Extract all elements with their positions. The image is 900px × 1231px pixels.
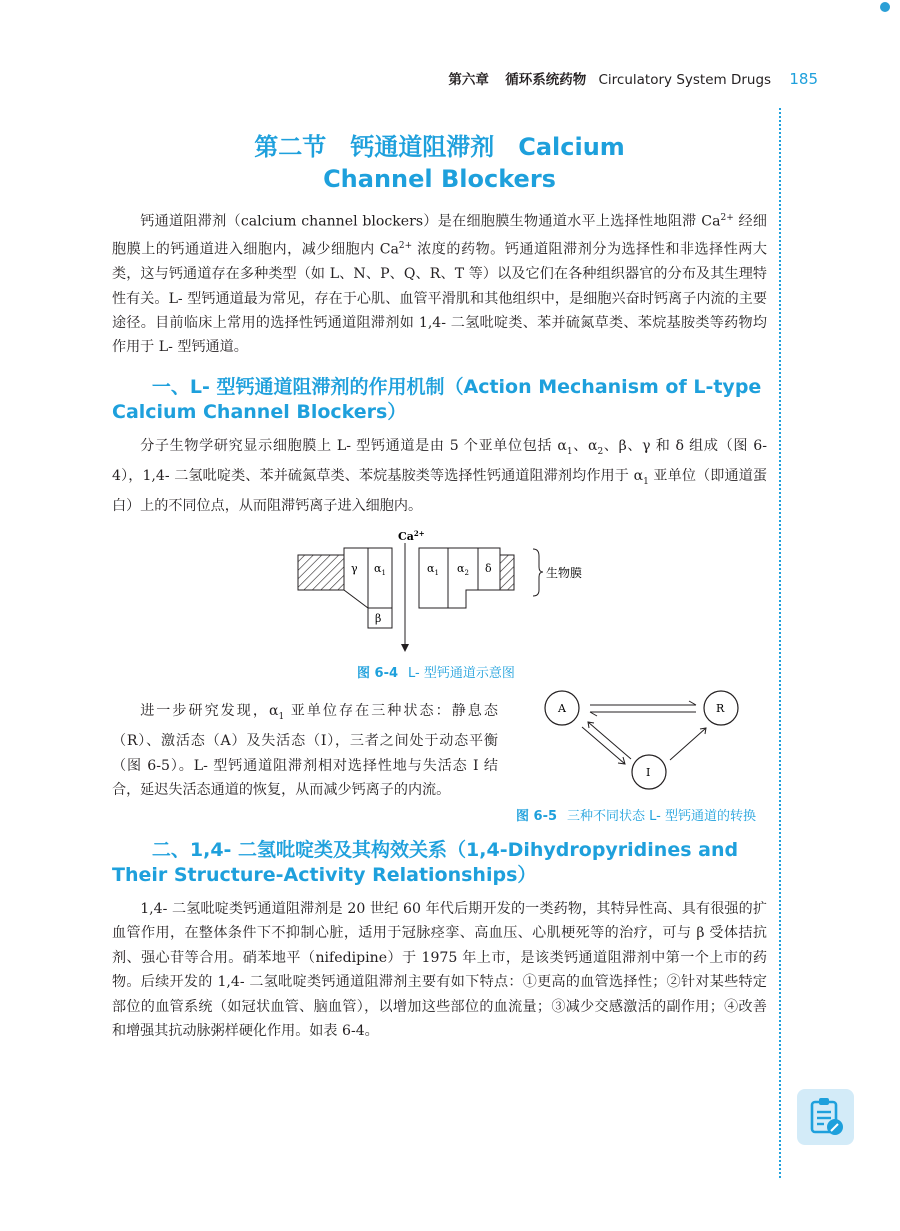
delta-label: δ bbox=[485, 562, 492, 575]
alpha1-right-subunit bbox=[419, 548, 448, 608]
membrane-brace bbox=[533, 549, 543, 596]
beta-label: β bbox=[375, 612, 382, 625]
alpha2-subunit bbox=[448, 548, 478, 608]
gamma-label: γ bbox=[351, 562, 358, 575]
sub1-sub-1: 1 bbox=[566, 446, 573, 457]
intro-sup-1: 2+ bbox=[720, 213, 734, 223]
subsection-1-paragraph bbox=[112, 434, 767, 519]
states-text-1: 进一步研究发现，α bbox=[140, 703, 279, 719]
subsection-1-heading: 一、L- 型钙通道阻滞剂的作用机制（Action Mechanism of L-type Calcium Channel Blockers） bbox=[112, 376, 762, 423]
alpha1-left-label: $\alpha_1$ bbox=[374, 562, 386, 577]
alpha1-right-label: $\alpha_1$ bbox=[427, 562, 439, 577]
figure-6-5-caption-text: 三种不同状态 L- 型钙通道的转换 bbox=[567, 809, 756, 824]
state-I-label: I bbox=[646, 766, 651, 779]
figure-6-4-caption-text: L- 型钙通道示意图 bbox=[408, 666, 515, 681]
figure-6-4-number: 图 6-4 bbox=[357, 666, 399, 681]
membrane-left bbox=[298, 555, 344, 590]
figure-6-4-caption bbox=[357, 662, 515, 681]
section-title-line-2: Channel Blockers bbox=[323, 165, 556, 193]
intro-text-3: 浓度的药物。钙通道阻滞剂分为选择性和非选择性两大类，这与钙通道存在多种类型（如 L、N、P、Q、R、T 等）以及它们在各种组织器官的分布及其生理特性有关。L- 型钙通道最为常见，存在于心肌、血管平滑肌和其他组织中，是细胞兴奋时钙离子内流的主要途径。目前临床上常用的选择性钙通道阻滞剂如 1,4- 二氢吡啶类、苯并硫氮草类、苯烷基胺类等药物均作用于 L- 型钙通道。 bbox=[112, 241, 768, 356]
chapter-title-english: Circulatory System Drugs bbox=[598, 72, 772, 88]
state-R-label: R bbox=[716, 702, 725, 715]
alpha2-label: $\alpha_2$ bbox=[457, 562, 469, 577]
intro-text-2: 经细胞膜上的钙通道进入细胞内，减少细胞内 Ca bbox=[112, 213, 767, 258]
margin-dotted-rule bbox=[779, 108, 781, 1178]
states-sub-1: 1 bbox=[278, 711, 285, 722]
sub1-text-1: 分子生物学研究显示细胞膜上 L- 型钙通道是由 5 个亚单位包括 α bbox=[140, 438, 567, 454]
A-I-arrows bbox=[582, 722, 631, 764]
states-text-2: 亚单位存在三种状态：静息态（R）、激活态（A）及失活态（I），三者之间处于动态平衡（图 6-5）。L- 型钙通道阻滞剂相对选择性地与失活态 I 结合，延迟失活态通道的恢复，从而减少钙离子的内流。 bbox=[112, 703, 498, 799]
section-title bbox=[112, 131, 767, 195]
ion-flow-arrowhead bbox=[401, 644, 409, 652]
I-R-arrow bbox=[670, 728, 706, 760]
states-paragraph bbox=[112, 699, 498, 802]
figure-6-5-state-diagram bbox=[530, 680, 770, 800]
notes-button[interactable] bbox=[797, 1089, 854, 1145]
chapter-title: 循环系统药物 bbox=[505, 72, 587, 88]
sub1-text-3: 、β、γ 和 δ 组成（图 6-4），1,4- 二氢吡啶类、苯并硫氮草类、苯烷基胺类等选择性钙通道阻滞剂均作用于 α bbox=[112, 438, 767, 485]
chapter-label: 第六章 bbox=[448, 72, 489, 88]
page-number: 185 bbox=[789, 70, 818, 88]
A-R-equilibrium-arrows bbox=[590, 701, 696, 716]
section-title-line-1: 第二节 钙通道阻滞剂 Calcium bbox=[254, 133, 625, 161]
sub1-sub-3: 1 bbox=[643, 477, 649, 488]
subsection-2-heading: 二、1,4- 二氢吡啶类及其构效关系（1,4-Dihydropyridines and Their Structure-Activity Relationships） bbox=[112, 839, 739, 886]
figure-6-5-number: 图 6-5 bbox=[516, 809, 558, 824]
ion-label: $Ca^{2+}$ bbox=[398, 529, 425, 543]
intro-paragraph bbox=[112, 206, 767, 360]
corner-marker bbox=[880, 2, 890, 12]
figure-6-5-caption bbox=[516, 805, 756, 824]
alpha1-left-subunit bbox=[368, 548, 392, 608]
membrane-right bbox=[500, 555, 514, 590]
intro-text-1: 钙通道阻滞剂（calcium channel blockers）是在细胞膜生物通道水平上选择性地阻滞 Ca bbox=[140, 213, 721, 230]
membrane-label: 生物膜 bbox=[546, 566, 583, 580]
sub1-sub-2: 2 bbox=[597, 446, 604, 457]
running-head bbox=[420, 68, 818, 88]
sub1-text-4: 亚单位（即通道蛋白）上的不同位点，从而阻滞钙离子进入细胞内。 bbox=[112, 468, 767, 515]
sub1-text-2: 、α bbox=[572, 438, 598, 454]
state-A-label: A bbox=[558, 702, 566, 715]
subsection-2-paragraph: 1,4- 二氢吡啶类钙通道阻滞剂是 20 世纪 60 年代后期开发的一类药物，其特异性高、具有很强的扩血管作用，在整体条件下不抑制心脏，适用于冠脉痉挛、高血压、心肌梗死等的治疗，可与 β 受体拮抗剂、强心苷等合用。硝苯地平（nifedipine）于 1975 年上市，是该类钙通道阻滞剂中第一个上市的药物。后续开发的 1,4- 二氢吡啶类钙通道阻滞剂主要有如下特点：①更高的血管选择性；②针对某些特定部位的血管系统（如冠状血管、脑血管），以增加这些部位的血流量；③减少交感激活的副作用；④改善和增强其抗动脉粥样硬化作用。如表 6-4。 bbox=[112, 901, 767, 1040]
intro-sup-2: 2+ bbox=[398, 241, 413, 252]
gamma-subunit bbox=[344, 548, 368, 608]
clipboard-edit-icon bbox=[797, 1089, 854, 1145]
figure-6-4-channel-diagram bbox=[280, 520, 620, 660]
